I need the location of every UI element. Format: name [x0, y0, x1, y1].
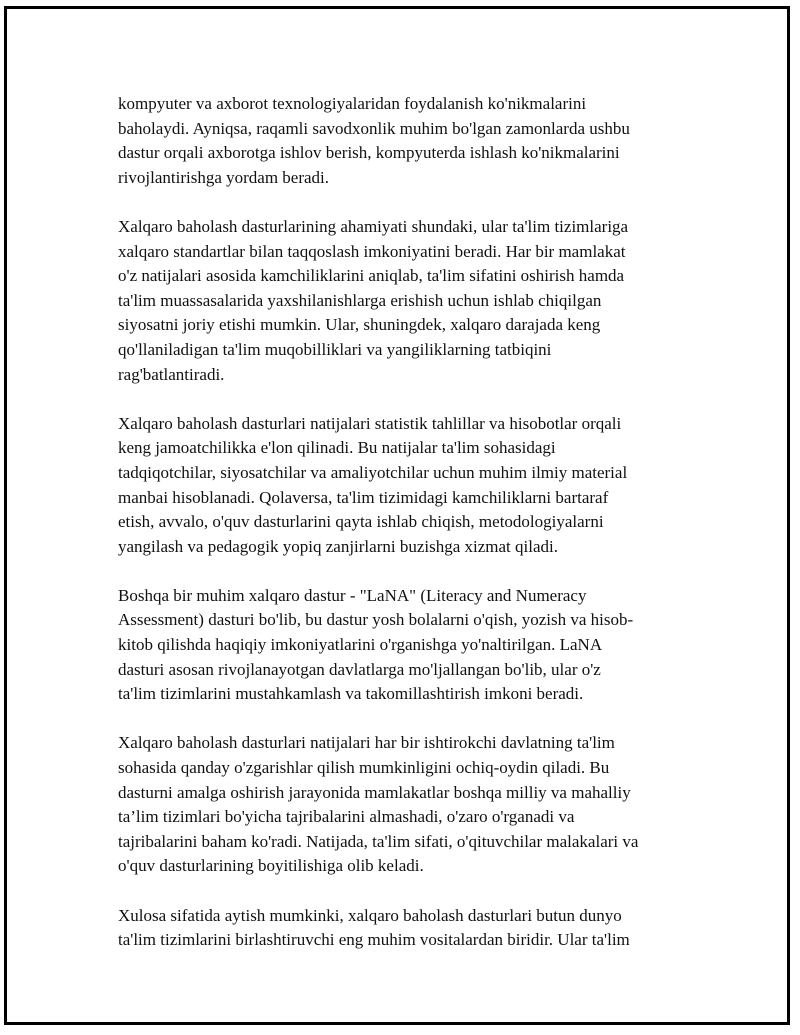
- paragraph: [118, 92, 684, 190]
- paragraph-gap: [118, 707, 684, 732]
- paragraph-gap: [118, 879, 684, 904]
- paragraph-gap: [118, 559, 684, 584]
- paragraph: [118, 904, 684, 953]
- text-line: ta'lim tizimlarini birlashtiruvchi eng muhim vositalardan biridir. Ular ta'lim: [118, 930, 630, 950]
- text-line: tajribalarini baham ko'radi. Natijada, ta'lim sifati, o'qituvchilar malakalari va: [118, 831, 639, 851]
- text-line: dastur orqali axborotga ishlov berish, kompyuterda ishlash ko'nikmalarini: [118, 143, 620, 163]
- text-line: qo'llaniladigan ta'lim muqobilliklari va yangiliklarning tatbiqini: [118, 339, 552, 359]
- text-line: Boshqa bir muhim xalqaro dastur - "LaNA" (Literacy and Numeracy: [118, 585, 587, 605]
- text-line: o'z natijalari asosida kamchiliklarini aniqlab, ta'lim sifatini oshirish hamda: [118, 266, 625, 286]
- text-line: yangilash va pedagogik yopiq zanjirlarni buzishga xizmat qiladi.: [118, 536, 558, 556]
- text-line: manbai hisoblanadi. Qolaversa, ta'lim tizimidagi kamchiliklarni bartaraf: [118, 487, 609, 507]
- text-line: ta'lim tizimlarini mustahkamlash va takomillashtirish imkoni beradi.: [118, 684, 584, 704]
- text-line: ta'lim muassasalarida yaxshilanishlarga erishish uchun ishlab chiqilgan: [118, 290, 602, 310]
- text-line: etish, avvalo, o'quv dasturlarini qayta ishlab chiqish, metodologiyalarni: [118, 512, 604, 532]
- text-line: Xalqaro baholash dasturlarining ahamiyati shundaki, ular ta'lim tizimlariga: [118, 216, 629, 236]
- text-line: xalqaro standartlar bilan taqqoslash imkoniyatini beradi. Har bir mamlakat: [118, 241, 626, 261]
- text-line: ta’lim tizimlari bo'yicha tajribalarini almashadi, o'zaro o'rganadi va: [118, 807, 575, 827]
- text-line: baholaydi. Ayniqsa, raqamli savodxonlik muhim bo'lgan zamonlarda ushbu: [118, 118, 630, 138]
- text-line: sohasida qanday o'zgarishlar qilish mumkinligini ochiq-oydin qiladi. Bu: [118, 758, 610, 778]
- paragraph: [118, 412, 684, 560]
- document-body: [118, 92, 684, 953]
- text-line: siyosatni joriy etishi mumkin. Ular, shuningdek, xalqaro darajada keng: [118, 315, 601, 335]
- text-line: Xalqaro baholash dasturlari natijalari statistik tahlillar va hisobotlar orqali: [118, 413, 622, 433]
- text-line: rivojlantirishga yordam beradi.: [118, 167, 330, 187]
- text-line: Xalqaro baholash dasturlari natijalari har bir ishtirokchi davlatning ta'lim: [118, 733, 615, 753]
- text-line: kitob qilishda haqiqiy imkoniyatlarini o'rganishga yo'naltirilgan. LaNA: [118, 635, 603, 655]
- text-line: dasturni amalga oshirish jarayonida mamlakatlar boshqa milliy va mahalliy: [118, 782, 631, 802]
- paragraph: [118, 215, 684, 387]
- paragraph: [118, 584, 684, 707]
- text-line: kompyuter va axborot texnologiyalaridan foydalanish ko'nikmalarini: [118, 94, 587, 113]
- text-line: keng jamoatchilikka e'lon qilinadi. Bu natijalar ta'lim sohasidagi: [118, 438, 556, 458]
- text-line: rag'batlantiradi.: [118, 364, 225, 384]
- text-line: Xulosa sifatida aytish mumkinki, xalqaro baholash dasturlari butun dunyo: [118, 905, 622, 925]
- text-line: tadqiqotchilar, siyosatchilar va amaliyotchilar uchun muhim ilmiy material: [118, 462, 628, 482]
- text-line: Assessment) dasturi bo'lib, bu dastur yosh bolalarni o'qish, yozish va hisob-: [118, 610, 634, 630]
- text-line: o'quv dasturlarining boyitilishiga olib keladi.: [118, 856, 424, 876]
- paragraph-gap: [118, 387, 684, 412]
- text-line: dasturi asosan rivojlanayotgan davlatlarga mo'ljallangan bo'lib, ular o'z: [118, 659, 601, 679]
- paragraph-gap: [118, 190, 684, 215]
- paragraph: [118, 731, 684, 879]
